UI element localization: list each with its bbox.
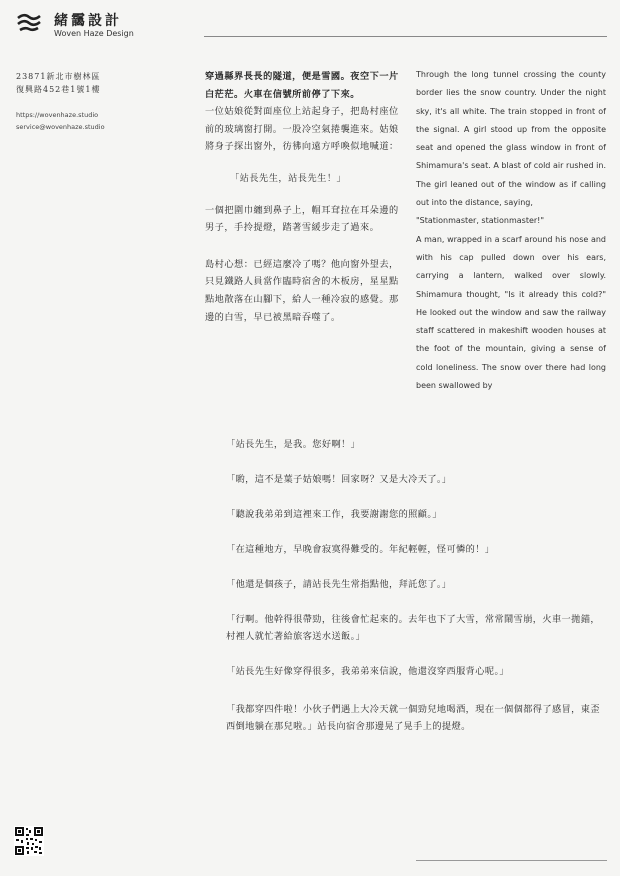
qr-code (14, 826, 44, 856)
address-line-2: 復興路452巷1號1樓 (16, 85, 101, 94)
dialogue-line: 「行啊。他幹得很帶勁，往後會忙起來的。去年也下了大雪，常常鬧雪崩，火車一拋錨，村裡人就忙著給旅客送水送飯。」 (226, 614, 600, 642)
dialogue-line: 「喲，這不是葉子姑娘嗎！回家呀？又是大冷天了。」 (226, 474, 452, 485)
header-divider (204, 36, 607, 37)
dialogue-line: 「在這種地方，早晚會寂寞得難受的。年紀輕輕，怪可憐的！」 (226, 544, 495, 555)
dialogue-line: 「我都穿四件啦！小伙子們遇上大冷天就一個勁兒地喝酒，現在一個個都得了感冒，東歪西倒地躺在那兒啦。」站長向宿舍那邊晃了晃手上的提燈。 (226, 704, 600, 732)
chinese-lead-paragraph: 穿過縣界長長的隧道，便是雪國。夜空下一片白茫茫。火車在信號所前停了下來。 (205, 71, 399, 100)
english-paragraph: A man, wrapped in a scarf around his nose and with his cap pulled down over his ears, carrying a lantern, walked over slowly. Shimamura thought, "Is it already this cold?" He looked out the window and saw the railway staff scattered in makeshift wooden houses at the foot of the mountain, giving a sense of cold loneliness. The snow over there had long been swallowed by (416, 234, 606, 391)
dialogue-line: 「站長先生好像穿得很多，我弟弟來信說，他還沒穿西服背心呢。」 (226, 666, 510, 677)
english-paragraph: Through the long tunnel crossing the county border lies the snow country. Under the night sky, it's all white. The train stopped in front of the signal. A girl stood up from the opposite seat and opened the glass window in front of Shimamura's seat. A blast of cold air rushed in. The girl leaned out of the window as if calling out into the distance, saying, (416, 70, 606, 208)
english-text-column (416, 66, 606, 395)
english-quote: "Stationmaster, stationmaster!" (416, 216, 545, 226)
dialogue-line: 「他還是個孩子，請站長先生常指點他，拜託您了。」 (226, 579, 452, 590)
dialogue-line: 「聽說我弟弟到這裡來工作，我要謝謝您的照顧。」 (226, 509, 442, 520)
footer-divider (416, 860, 607, 861)
chinese-paragraph: 島村心想：已經這麼冷了嗎？他向窗外望去，只見鐵路人員當作臨時宿舍的木板房，星星點點地散落在山腳下，給人一種冷寂的感覺。那邊的白雪，早已被黑暗吞噬了。 (205, 258, 399, 323)
chinese-paragraph: 一個把圍巾纏到鼻子上，帽耳耷拉在耳朵邊的男子，手拎提燈，踏著雪緩步走了過來。 (205, 204, 399, 234)
brand-name-en: Woven Haze Design (54, 29, 134, 38)
chinese-quote: 「站長先生，站長先生！」 (230, 172, 347, 184)
brand-name-zh: 緒靄設計 (54, 13, 122, 29)
chinese-paragraph: 一位姑娘從對面座位上站起身子，把島村座位前的玻璃窗打開。一股冷空氣捲襲進來。姑娘將身子探出窗外，彷彿向遠方呼喚似地喊道： (205, 106, 399, 153)
brand-logo-mark (16, 12, 42, 34)
chinese-text-column (205, 68, 402, 326)
address-line-1: 23871新北市樹林區 (16, 72, 101, 81)
email-link[interactable]: service@wovenhaze.studio (16, 123, 105, 131)
website-link[interactable]: https://wovenhaze.studio (16, 111, 99, 119)
dialogue-line: 「站長先生，是我。您好啊！」 (226, 439, 361, 450)
